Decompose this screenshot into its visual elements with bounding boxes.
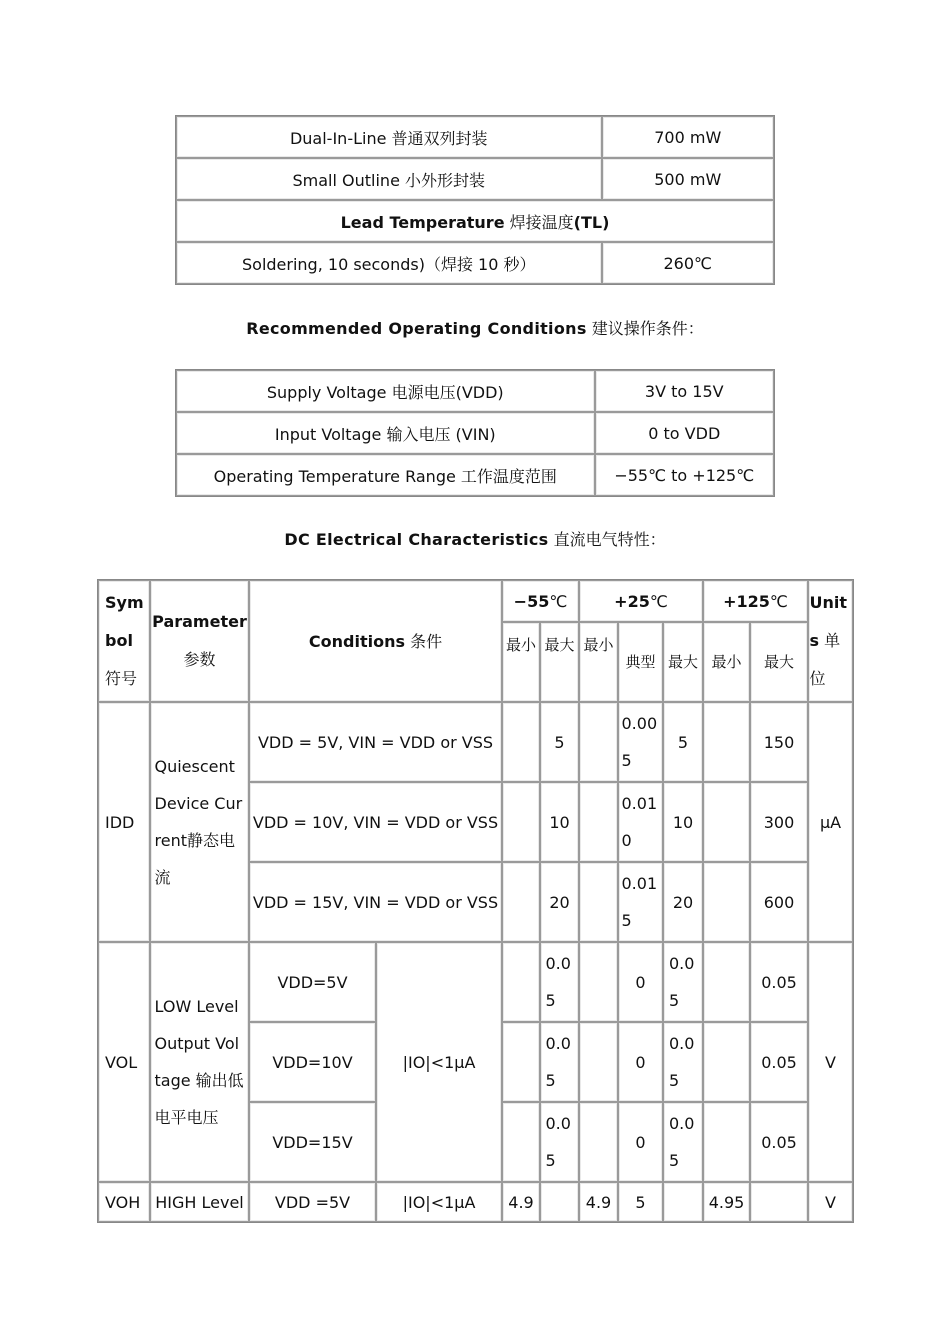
package-label: Dual-In-Line 普通双列封装 [176,116,602,158]
table-row [176,412,774,454]
power-value: 700 mW [602,116,774,158]
t125-max: 300 [750,782,808,862]
m55-max [540,1102,579,1182]
temp-125: +125 [723,591,770,611]
dc-title-cn: 直流电气特性： [553,530,666,549]
cell-empty [579,782,618,862]
idd-condition [249,702,502,782]
deg-unit: ℃ [769,591,788,611]
cell-empty [703,782,750,862]
cell-empty [703,702,750,782]
lead-temp-abbr: (TL) [573,212,610,232]
t25-typ: 5 [618,1182,663,1222]
t25-typ: 0 [618,1102,663,1182]
parameter-header [150,580,249,702]
operating-conditions-table [175,369,775,497]
t25-max: 5 [663,702,703,782]
t125-max: 600 [750,862,808,942]
t25-max: 10 [663,782,703,862]
t25-max-text: 0.05 [669,954,695,1010]
table-row [176,242,774,284]
cell-empty [663,1182,703,1222]
units-header [808,580,853,702]
idd-symbol: IDD [98,702,150,942]
m55-max-text: 0.05 [545,1114,571,1170]
dc-heading [0,527,950,550]
table-row [98,942,853,1022]
parameter-header-text: Parameter [152,612,247,631]
t25-typ: 0 [618,942,663,1022]
idd-unit: μA [808,702,853,942]
condition-label: Supply Voltage 电源电压(VDD) [176,370,595,412]
m55-max [540,942,579,1022]
table-row [98,1182,853,1222]
soldering-label: Soldering, 10 seconds)（焊接 10 秒） [176,242,602,284]
idd-condition-text: VDD = 10V, VIN = VDD or VSS [252,812,499,832]
lead-temp-cn: 焊接温度 [509,212,574,232]
temp-25: +25 [614,591,650,611]
cell-empty [579,702,618,782]
t25-typ-text: 0.015 [621,874,658,930]
header-row [98,580,853,622]
cell-empty [540,1182,579,1222]
voh-unit: V [808,1182,853,1222]
t25-max [663,1102,703,1182]
m55-max: 5 [540,702,579,782]
temp-header-25 [579,580,703,622]
voh-symbol: VOH [98,1182,150,1222]
table-row [176,200,774,242]
vol-vdd: VDD=5V [249,942,376,1022]
t25-max [663,1022,703,1102]
t25-typ: 0 [618,1022,663,1102]
condition-label: Input Voltage 输入电压 (VIN) [176,412,595,454]
idd-condition [249,782,502,862]
m55-max-text: 0.05 [545,1034,571,1090]
t25-typ-text: 0.005 [621,714,658,770]
idd-parameter [150,702,249,942]
t25-typ-text: 0.010 [621,794,658,850]
roc-title: Recommended Operating Conditions [246,319,587,338]
temp-m55: −55 [513,591,550,611]
vol-parameter-text: LOW Level Output Voltage [154,997,240,1090]
t25-max [663,942,703,1022]
soldering-value: 260℃ [602,242,774,284]
idd-parameter-text: Quiescent Device Current [154,757,243,850]
t25-max: 20 [663,862,703,942]
m55-max: 10 [540,782,579,862]
lead-temp-title: Lead Temperature [340,212,505,232]
min-header: 最小 [502,622,540,702]
dc-title: DC Electrical Characteristics [284,530,549,549]
t25-typ [618,862,663,942]
cell-empty [579,942,618,1022]
units-header-cn: 单位 [809,631,841,688]
m55-max [540,1022,579,1102]
t125-max: 0.05 [750,1022,808,1102]
table-row [98,702,853,782]
t125-min: 4.95 [703,1182,750,1222]
idd-parameter-cn: 静态电流 [154,831,235,887]
table-row [176,158,774,200]
table-row [176,370,774,412]
lead-temperature-heading [176,200,774,242]
vol-symbol: VOL [98,942,150,1182]
table-row [176,454,774,496]
symbol-header-text: Symbol [105,593,144,650]
deg-unit: ℃ [549,591,568,611]
m55-min: 4.9 [502,1182,540,1222]
cell-empty [502,782,540,862]
condition-value: 3V to 15V [595,370,774,412]
conditions-header-text: Conditions [308,631,405,651]
cell-empty [703,942,750,1022]
cell-empty [579,1022,618,1102]
t25-typ [618,702,663,782]
cell-empty [579,862,618,942]
t25-max-text: 0.05 [669,1034,695,1090]
conditions-header-cn: 条件 [410,631,443,651]
cell-empty [502,1022,540,1102]
symbol-header-cn: 符号 [105,669,138,688]
m55-max-text: 0.05 [545,954,571,1010]
t125-max: 0.05 [750,942,808,1022]
roc-heading [0,316,950,339]
condition-label: Operating Temperature Range 工作温度范围 [176,454,595,496]
units-header-text: Units [809,593,848,650]
condition-value: 0 to VDD [595,412,774,454]
power-dissipation-table [175,115,775,285]
t125-max: 0.05 [750,1102,808,1182]
cell-empty [579,1102,618,1182]
temp-header-125 [703,580,808,622]
vol-vdd: VDD=10V [249,1022,376,1102]
idd-condition [249,862,502,942]
roc-title-cn: 建议操作条件： [591,319,704,338]
idd-condition-text: VDD = 15V, VIN = VDD or VSS [252,892,499,912]
voh-io-condition: |IO|<1μA [376,1182,502,1222]
power-value: 500 mW [602,158,774,200]
t25-min: 4.9 [579,1182,618,1222]
max-header: 最大 [540,622,579,702]
idd-condition-text: VDD = 5V, VIN = VDD or VSS [257,732,494,752]
cell-empty [703,1022,750,1102]
cell-empty [750,1182,808,1222]
cell-empty [502,702,540,782]
min-header: 最小 [703,622,750,702]
vol-unit: V [808,942,853,1182]
cell-empty [502,1102,540,1182]
min-header: 最小 [579,622,618,702]
t125-max: 150 [750,702,808,782]
cell-empty [703,1102,750,1182]
vol-vdd: VDD=15V [249,1102,376,1182]
dc-characteristics-table [97,579,854,1223]
vol-io-condition: |IO|<1μA [376,942,502,1182]
voh-parameter: HIGH Level [150,1182,249,1222]
typ-header: 典型 [618,622,663,702]
voh-vdd: VDD =5V [249,1182,376,1222]
t25-typ [618,782,663,862]
deg-unit: ℃ [649,591,668,611]
condition-value: −55℃ to +125℃ [595,454,774,496]
conditions-header [249,580,502,702]
cell-empty [502,942,540,1022]
symbol-header [98,580,150,702]
package-label: Small Outline 小外形封装 [176,158,602,200]
vol-parameter [150,942,249,1182]
parameter-header-cn: 参数 [183,650,216,669]
m55-max: 20 [540,862,579,942]
table-row [176,116,774,158]
cell-empty [502,862,540,942]
temp-header-m55 [502,580,579,622]
vol-parameter-cn: 输出低电平电压 [154,1071,244,1127]
t25-max-text: 0.05 [669,1114,695,1170]
max-header: 最大 [663,622,703,702]
cell-empty [703,862,750,942]
max-header: 最大 [750,622,808,702]
